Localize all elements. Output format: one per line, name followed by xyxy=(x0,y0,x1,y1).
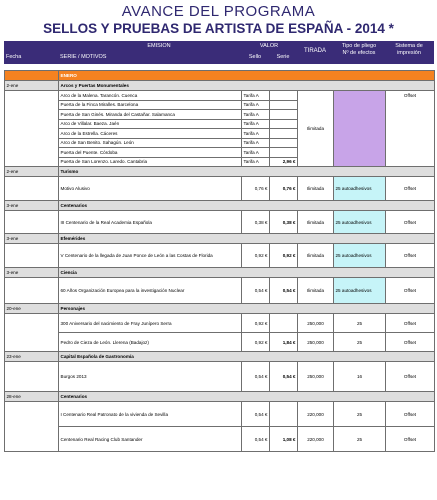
section-date: 3-ene xyxy=(5,201,59,211)
tirada-cell: Ilimitada xyxy=(298,177,334,201)
month-row xyxy=(5,71,435,81)
motivo-cell: Arco de San Benito. Sahagún. León xyxy=(59,138,242,148)
section-date: 3-ene xyxy=(5,268,59,278)
section-title: Centenarios xyxy=(59,201,435,211)
serie-cell xyxy=(270,314,298,333)
pliego-cell xyxy=(334,91,386,167)
pliego-cell: 25 xyxy=(334,314,386,333)
table-row xyxy=(5,177,435,201)
section-date: 2-ene xyxy=(5,167,59,177)
table-header xyxy=(4,41,434,64)
section-date: 28-ene xyxy=(5,392,59,402)
pliego-cell: 25 autoadhesivos xyxy=(334,211,386,234)
tirada-cell: 220,000 xyxy=(298,402,334,427)
section-title: Centenarios xyxy=(59,392,435,402)
sello-cell: Tarifa A xyxy=(242,110,270,120)
serie-cell: 0,76 € xyxy=(270,177,298,201)
serie-cell: 2,96 € xyxy=(270,157,298,167)
sistema-cell: Offset xyxy=(386,244,435,268)
serie-cell: 1,08 € xyxy=(270,427,298,452)
motivo-cell: Pedro de Cieza de León. Llerena (Badajoz) xyxy=(59,333,242,352)
motivo-cell: Motivo Alusivo xyxy=(59,177,242,201)
tirada-cell: 250,000 xyxy=(298,362,334,392)
sello-cell: 0,76 € xyxy=(242,177,270,201)
program-table xyxy=(4,70,435,452)
section-date: 20-ene xyxy=(5,304,59,314)
motivo-cell: Puerta de San Lorenzo. Laredo. Cantabria xyxy=(59,157,242,167)
sello-cell: 0,92 € xyxy=(242,244,270,268)
motivo-cell: I Centenario Real Patronato de la vivienda de Sevilla xyxy=(59,402,242,427)
motivo-cell: Arco de la Malena. Tarancón. Cuenca xyxy=(59,91,242,101)
serie-cell: 0,38 € xyxy=(270,211,298,234)
title-line-2: SELLOS Y PRUEBAS DE ARTISTA DE ESPAÑA - 2014 * xyxy=(43,21,394,36)
table-row xyxy=(5,427,435,452)
sello-cell: Tarifa A xyxy=(242,91,270,101)
sello-cell: Tarifa A xyxy=(242,138,270,148)
section-header xyxy=(5,392,435,402)
sistema-cell: Offset xyxy=(386,333,435,352)
table-row xyxy=(5,362,435,392)
section-header xyxy=(5,352,435,362)
serie-cell: 0,54 € xyxy=(270,362,298,392)
table-row xyxy=(5,244,435,268)
table-row xyxy=(5,278,435,304)
tirada-cell: Ilimitada xyxy=(298,211,334,234)
tirada-cell: Ilimitada xyxy=(298,91,334,167)
serie-cell: 0,92 € xyxy=(270,244,298,268)
tirada-cell: Ilimitada xyxy=(298,278,334,304)
section-title: Capital Española de Gastronomía xyxy=(59,352,435,362)
table-row xyxy=(5,402,435,427)
header-sistema-2: impresión xyxy=(397,50,421,56)
pliego-cell: 16 xyxy=(334,362,386,392)
section-title: Arcos y Puertas Monumentales xyxy=(59,81,435,91)
section-title: Efemérides xyxy=(59,234,435,244)
motivo-cell: Puerta del Puente. Córdoba xyxy=(59,148,242,158)
section-title: Turismo xyxy=(59,167,435,177)
section-header xyxy=(5,268,435,278)
table-row xyxy=(5,91,435,101)
section-title: Personajes xyxy=(59,304,435,314)
sistema-cell: Offset xyxy=(386,91,435,167)
month-label: ENERO xyxy=(59,71,435,81)
table-row xyxy=(5,211,435,234)
sello-cell: Tarifa A xyxy=(242,100,270,110)
header-valor: VALOR xyxy=(259,43,279,49)
pliego-cell: 25 xyxy=(334,333,386,352)
sello-cell: 0,38 € xyxy=(242,211,270,234)
sistema-cell: Offset xyxy=(386,402,435,427)
header-serie-motivos: SERIE / MOTIVOS xyxy=(60,54,107,60)
section-date: 23-ene xyxy=(5,352,59,362)
pliego-cell: 25 autoadhesivos xyxy=(334,177,386,201)
pliego-cell: 25 xyxy=(334,427,386,452)
motivo-cell: 300 Aniversario del nacimiento de Fray Junípero Serra xyxy=(59,314,242,333)
pliego-cell: 25 xyxy=(334,402,386,427)
sello-cell: 0,54 € xyxy=(242,402,270,427)
motivo-cell: 60 Años Organización Europea para la investigación Nuclear xyxy=(59,278,242,304)
section-header xyxy=(5,201,435,211)
tirada-cell: 250,000 xyxy=(298,333,334,352)
sistema-cell: Offset xyxy=(386,211,435,234)
section-date: 2-ene xyxy=(5,81,59,91)
serie-cell xyxy=(270,402,298,427)
pliego-cell: 25 autoadhesivos xyxy=(334,278,386,304)
header-serie: Serie xyxy=(276,54,290,60)
sello-cell: 0,54 € xyxy=(242,362,270,392)
tirada-cell: 250,000 xyxy=(298,314,334,333)
tirada-cell: 220,000 xyxy=(298,427,334,452)
section-header xyxy=(5,167,435,177)
sello-cell: 0,54 € xyxy=(242,427,270,452)
header-pliego-1: Tipo de pliego xyxy=(341,43,377,49)
sello-cell: Tarifa A xyxy=(242,119,270,129)
sistema-cell: Offset xyxy=(386,314,435,333)
title-line-1: AVANCE DEL PROGRAMA xyxy=(121,3,316,20)
table-row xyxy=(5,333,435,352)
sello-cell: 0,54 € xyxy=(242,278,270,304)
header-tirada: TIRADA xyxy=(303,48,326,54)
section-title: Ciencia xyxy=(59,268,435,278)
sistema-cell: Offset xyxy=(386,278,435,304)
pliego-cell: 25 autoadhesivos xyxy=(334,244,386,268)
table-row xyxy=(5,314,435,333)
motivo-cell: Burgos 2013 xyxy=(59,362,242,392)
sello-cell: Tarifa A xyxy=(242,129,270,139)
motivo-cell: III Centenario de la Real Academia Española xyxy=(59,211,242,234)
motivo-cell: Puerta de la Finca Miralles. Barcelona xyxy=(59,100,242,110)
sistema-cell: Offset xyxy=(386,427,435,452)
sistema-cell: Offset xyxy=(386,362,435,392)
section-date: 3-ene xyxy=(5,234,59,244)
serie-cell: 0,54 € xyxy=(270,278,298,304)
sello-cell: Tarifa A xyxy=(242,148,270,158)
header-pliego-2: Nº de efectos xyxy=(342,50,376,56)
motivo-cell: V Centenario de la llegada de Juan Ponce de León a las Costas de Florida xyxy=(59,244,242,268)
header-sello: Sello xyxy=(248,54,262,60)
sello-cell: 0,92 € xyxy=(242,333,270,352)
motivo-cell: Centenario Real Racing Club Santander xyxy=(59,427,242,452)
section-header xyxy=(5,234,435,244)
header-fecha: Fecha xyxy=(6,54,22,60)
header-sistema-1: Sistema de xyxy=(395,43,423,49)
sello-cell: 0,92 € xyxy=(242,314,270,333)
section-header xyxy=(5,81,435,91)
section-header xyxy=(5,304,435,314)
sistema-cell: Offset xyxy=(386,177,435,201)
sello-cell: Tarifa A xyxy=(242,157,270,167)
tirada-cell: Ilimitada xyxy=(298,244,334,268)
motivo-cell: Arco de la Estrella. Cáceres xyxy=(59,129,242,139)
header-emision: EMISION xyxy=(147,43,171,49)
motivo-cell: Puerta de San Ginés. Miranda del Castañar. Salamanca xyxy=(59,110,242,120)
motivo-cell: Arco de Villalar. Baeza. Jaén xyxy=(59,119,242,129)
serie-cell: 1,84 € xyxy=(270,333,298,352)
